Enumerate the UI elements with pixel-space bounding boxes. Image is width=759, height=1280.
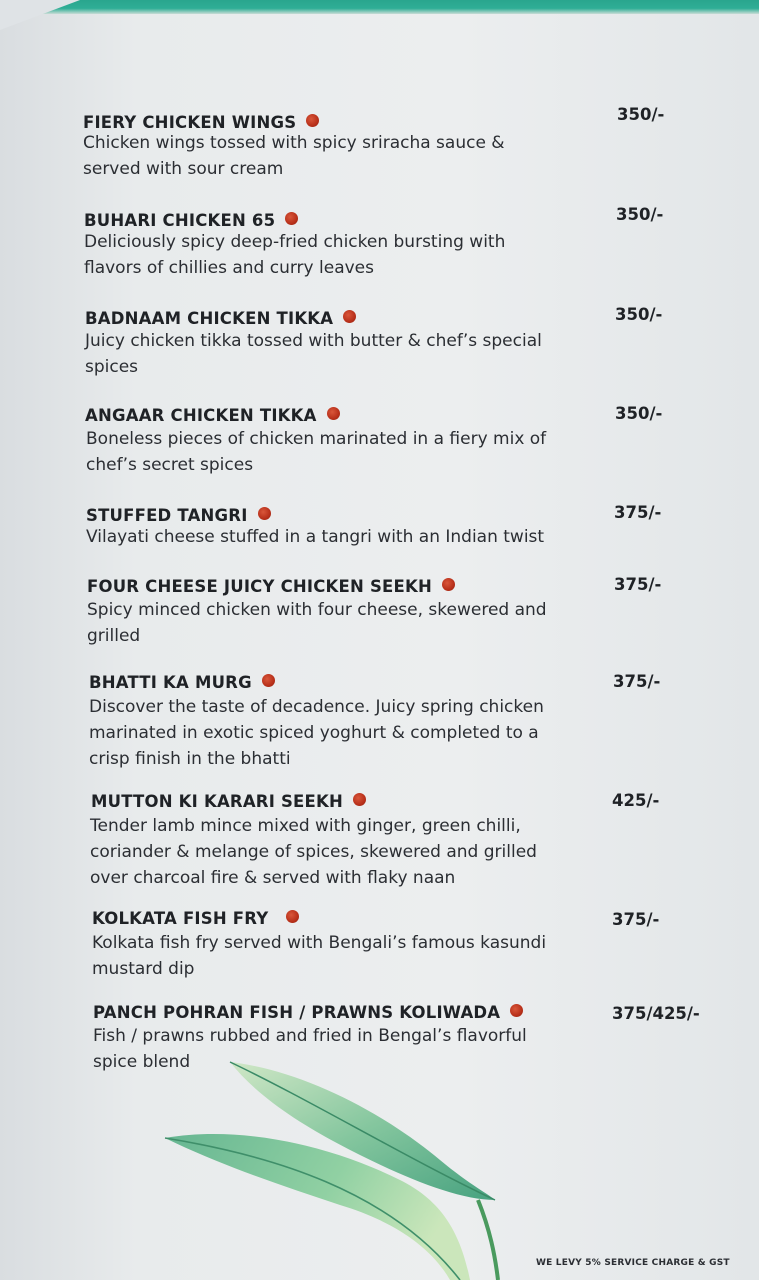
item-name: FIERY CHICKEN WINGS <box>83 113 319 132</box>
item-description: Chicken wings tossed with spicy sriracha sauce & served with sour cream <box>83 133 505 179</box>
item-name: BHATTI KA MURG <box>89 673 275 692</box>
item-price: 375/- <box>612 910 660 929</box>
item-name: BUHARI CHICKEN 65 <box>84 211 298 230</box>
item-description: Kolkata fish fry served with Bengali’s famous kasundi mustard dip <box>92 933 547 979</box>
item-name: KOLKATA FISH FRY <box>92 909 299 928</box>
spicy-indicator-icon <box>286 910 299 923</box>
item-price: 350/- <box>615 404 663 423</box>
spicy-indicator-icon <box>285 212 298 225</box>
service-charge-note: WE LEVY 5% SERVICE CHARGE & GST <box>536 1258 730 1268</box>
spicy-indicator-icon <box>306 114 319 127</box>
item-price: 425/- <box>612 791 660 810</box>
item-name: STUFFED TANGRI <box>86 506 271 525</box>
spicy-indicator-icon <box>353 793 366 806</box>
item-description: Spicy minced chicken with four cheese, skewered and grilled <box>87 600 547 646</box>
item-price: 350/- <box>617 105 665 124</box>
item-name: MUTTON KI KARARI SEEKH <box>91 792 366 811</box>
item-name: ANGAAR CHICKEN TIKKA <box>85 406 340 425</box>
spicy-indicator-icon <box>262 674 275 687</box>
item-price: 350/- <box>616 205 664 224</box>
item-price: 350/- <box>615 305 663 324</box>
spicy-indicator-icon <box>327 407 340 420</box>
spicy-indicator-icon <box>510 1004 523 1017</box>
item-description: Juicy chicken tikka tossed with butter & chef’s special spices <box>85 331 542 377</box>
item-name: PANCH POHRAN FISH / PRAWNS KOLIWADA <box>93 1003 523 1022</box>
item-description: Vilayati cheese stuffed in a tangri with an Indian twist <box>86 527 545 547</box>
item-description: Discover the taste of decadence. Juicy spring chicken marinated in exotic spiced yoghurt & completed to a crisp finish in the bhatti <box>89 697 544 769</box>
spicy-indicator-icon <box>343 310 356 323</box>
item-description: Fish / prawns rubbed and fried in Bengal’s flavorful spice blend <box>93 1026 527 1072</box>
item-name: FOUR CHEESE JUICY CHICKEN SEEKH <box>87 577 455 596</box>
item-description: Tender lamb mince mixed with ginger, green chilli, coriander & melange of spices, skewered and grilled over charcoal fire & served with flaky naan <box>90 816 537 888</box>
top-color-band <box>0 0 759 14</box>
item-description: Deliciously spicy deep-fried chicken bursting with flavors of chillies and curry leaves <box>84 232 506 278</box>
item-price: 375/- <box>614 575 662 594</box>
item-name: BADNAAM CHICKEN TIKKA <box>85 309 356 328</box>
spicy-indicator-icon <box>258 507 271 520</box>
item-price: 375/425/- <box>612 1004 700 1023</box>
item-price: 375/- <box>613 672 661 691</box>
spicy-indicator-icon <box>442 578 455 591</box>
item-price: 375/- <box>614 503 662 522</box>
banana-leaf-illustration <box>160 1050 520 1280</box>
item-description: Boneless pieces of chicken marinated in a fiery mix of chef’s secret spices <box>86 429 547 475</box>
